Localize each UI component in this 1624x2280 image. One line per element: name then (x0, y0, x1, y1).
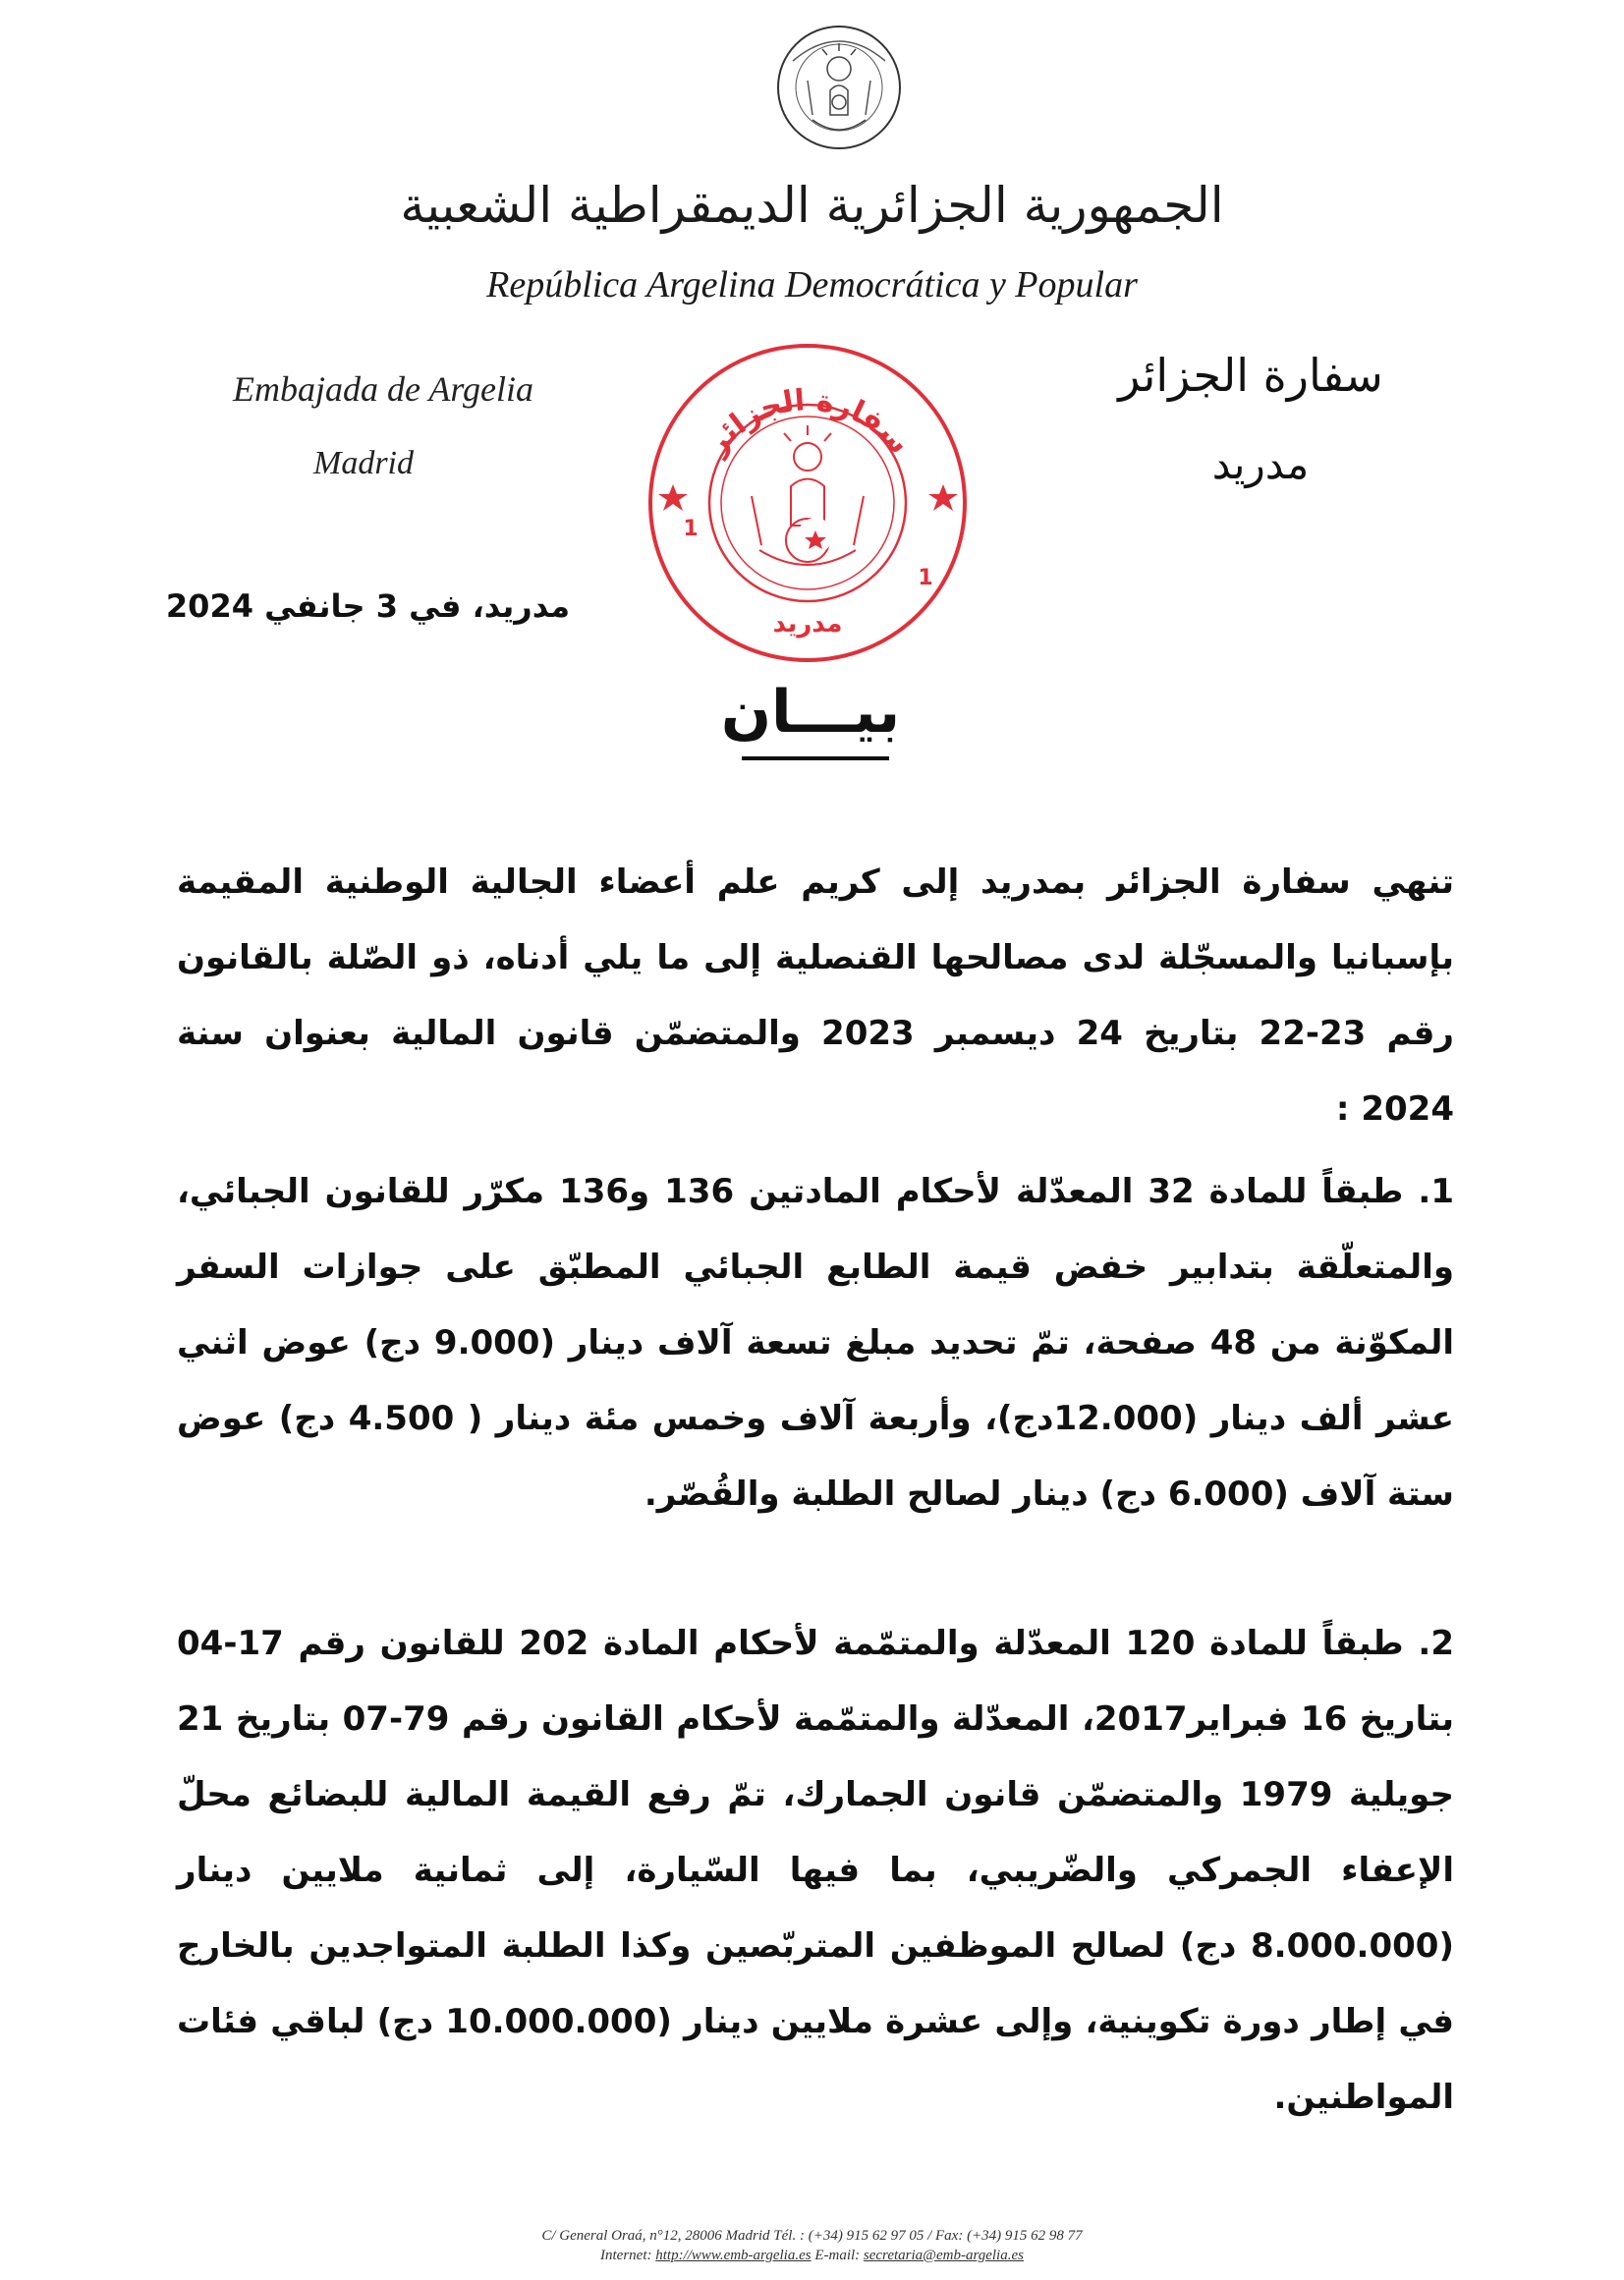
stamp-number-left: 1 (683, 517, 699, 541)
city-name-spanish: Madrid (313, 445, 414, 481)
document-title: بيـــان (720, 678, 901, 747)
footer-email-label: E-mail: (814, 2248, 861, 2263)
national-emblem-logo (773, 22, 905, 153)
paragraph-item-2: 2. طبقاً للمادة 120 المعدّلة والمتمّمة لأحكام المادة 202 للقانون رقم 17-04 بتاريخ 16 فبراير2017، المعدّلة والمتمّمة لأحكام القانون رقم 79-07 بتاريخ 21 جويلية 1979 والمتضمّن قانون الجمارك، تمّ رفع القيمة المالية للبضائع محلّ الإعفاء الجمركي والضّريبي، بما فيها السّيارة، إلى ثمانية ملايين دينار (8.000.000 دج) لصالح الموظفين المتربّصين وكذا الطلبة المتواجدين بالخارج في إطار دورة تكوينية، وإلى عشرة ملايين دينار (10.000.000 دج) لباقي فئات المواطنين. (177, 1624, 1455, 2117)
stamp-star-right-icon (928, 484, 958, 511)
paragraph-item-1: 1. طبقاً للمادة 32 المعدّلة لأحكام المادتين 136 و136 مكرّر للقانون الجبائي، والمتعلّقة بتدابير خفض قيمة الطابع الجبائي المطبّق على جوازات السفر المكوّنة من 48 صفحة، تمّ تحديد مبلغ تسعة آلاف دينار (9.000 دج) عوض اثني عشر ألف دينار (12.000دج)، وأربعة آلاف وخمس مئة دينار ( 4.500 دج) عوض ستة آلاف (6.000 دج) دينار لصالح الطلبة والقُصّر. (177, 1172, 1455, 1514)
stamp-star-left-icon (658, 484, 688, 511)
footer-contacts (295, 2248, 1329, 2264)
republic-name-spanish: República Argelina Democrática y Popular (486, 264, 1138, 306)
footer-internet-label: Internet: (600, 2248, 652, 2263)
stamp-top-text: سفارة الجزائر (699, 383, 917, 462)
footer-email-link[interactable]: secretaria@emb-argelia.es (863, 2248, 1024, 2263)
stamp-inner-emblem-icon (752, 425, 864, 565)
republic-name-arabic: الجمهورية الجزائرية الديمقراطية الشعبية (400, 177, 1224, 234)
svg-text:سفارة الجزائر (699, 383, 917, 463)
footer-address: C/ General Oraá, n°12, 28006 Madrid Tél. : (+34) 915 62 97 05 / Fax: (+34) 915 62 98 77 (541, 2228, 1083, 2244)
title-underline (742, 756, 889, 760)
footer-website-link[interactable]: http://www.emb-argelia.es (655, 2248, 812, 2263)
city-name-arabic: مدريد (1211, 440, 1310, 488)
embassy-name-arabic: سفارة الجزائر (1118, 349, 1383, 402)
document-date: مدريد، في 3 جانفي 2024 (165, 587, 570, 625)
stamp-bottom-text: مدريد (772, 609, 843, 639)
embassy-name-spanish: Embajada de Argelia (233, 369, 533, 409)
paragraph-intro: تنهي سفارة الجزائر بمدريد إلى كريم علم أعضاء الجالية الوطنية المقيمة بإسبانيا والمسجّلة لدى مصالحها القنصلية إلى ما يلي أدناه، ذو الصّلة بالقانون رقم 23-22 بتاريخ 24 ديسمبر 2023 والمتضمّن قانون المالية بعنوان سنة 2024 : (177, 862, 1454, 1129)
stamp-number-right: 1 (918, 566, 933, 590)
embassy-stamp (644, 339, 973, 668)
